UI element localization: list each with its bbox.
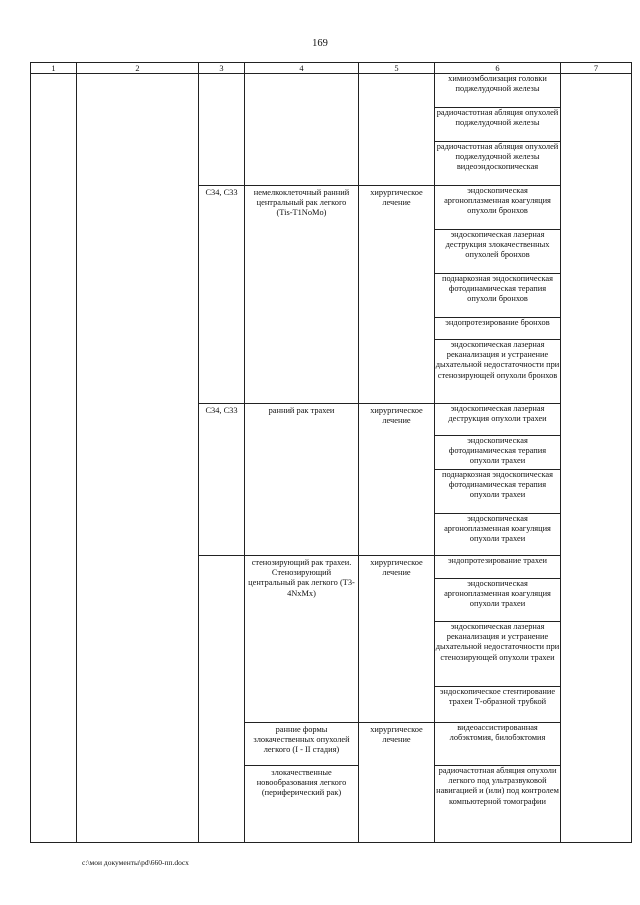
header-col-6: 6 <box>435 63 561 74</box>
col7-cell <box>561 74 632 843</box>
diagnosis-cell: стенозирующий рак трахеи. Стенозирующий центральный рак легкого (T3-4NxMx) <box>245 556 359 723</box>
method-item: эндоскопическая аргоноплазменная коагуляция опухоли трахеи <box>435 579 560 622</box>
code-cell: С34, С33 <box>199 404 245 556</box>
method-item: радиочастотная абляция опухолей поджелудочной железы видеоэндоскопическая <box>436 142 559 172</box>
method-item: химиоэмболизация головки поджелудочной железы <box>435 74 560 108</box>
method-item: видеоассистированная лобэктомия, билобэктомия <box>449 723 546 743</box>
footer-file-path: c:\мои документы\pd\660-пп.docx <box>82 858 189 867</box>
method-item: эндоскопическое стентирование трахеи Т-образной трубкой <box>439 687 556 707</box>
header-col-7: 7 <box>561 63 632 74</box>
header-col-2: 2 <box>77 63 199 74</box>
header-col-3: 3 <box>199 63 245 74</box>
method-item: эндоскопическая лазерная реканализация и устранение дыхательной недостаточности при стенозирующей опухоли трахеи <box>435 622 560 687</box>
col2-cell <box>77 74 199 843</box>
method-item: эндоскопическая лазерная реканализация и устранение дыхательной недостаточности при стенозирующей опухоли бронхов <box>435 340 560 380</box>
method-item: радиочастотная абляция опухоли легкого под ультразвуковой навигацией и (или) под контролем компьютерной томографии <box>436 766 559 806</box>
treatment-cell: хирургическое лечение <box>359 186 435 404</box>
methods-cell <box>435 186 561 404</box>
code-cell <box>199 556 245 843</box>
page-number: 169 <box>312 38 328 49</box>
methods-cell <box>435 74 561 186</box>
table-header-row <box>31 63 632 74</box>
code-cell: С34, С33 <box>199 186 245 404</box>
method-item: эндопротезирование трахеи <box>435 556 560 579</box>
method-item: поднаркозная эндоскопическая фотодинамическая терапия опухоли трахеи <box>435 470 560 514</box>
method-item: эндоскопическая аргоноплазменная коагуляция опухоли бронхов <box>435 186 560 230</box>
treatment-cell: хирургическое лечение <box>359 723 435 843</box>
diagnosis-cell: злокачественные новообразования легкого (периферический рак) <box>245 766 359 843</box>
method-item: радиочастотная абляция опухолей поджелудочной железы <box>435 108 560 142</box>
methods-cell <box>435 723 561 766</box>
method-item: поднаркозная эндоскопическая фотодинамическая терапия опухоли бронхов <box>435 274 560 318</box>
method-item: эндоскопическая фотодинамическая терапия опухоли трахеи <box>435 436 560 470</box>
method-item: эндоскопическая лазерная деструкция опухоли трахеи <box>435 404 560 436</box>
header-col-5: 5 <box>359 63 435 74</box>
diagnosis-cell: немелкоклеточный ранний центральный рак легкого (Tis-T1NoMo) <box>245 186 359 404</box>
header-col-4: 4 <box>245 63 359 74</box>
treatment-cell <box>359 74 435 186</box>
diagnosis-cell <box>245 74 359 186</box>
methods-cell <box>435 556 561 723</box>
treatment-cell: хирургическое лечение <box>359 404 435 556</box>
procedures-table <box>30 62 632 843</box>
diagnosis-cell: ранний рак трахеи <box>245 404 359 556</box>
diagnosis-cell: ранние формы злокачественных опухолей легкого (I - II стадия) <box>245 723 359 766</box>
header-col-1: 1 <box>31 63 77 74</box>
method-item: эндоскопическая аргоноплазменная коагуляция опухоли трахеи <box>444 514 551 544</box>
col1-cell <box>31 74 77 843</box>
methods-cell <box>435 766 561 843</box>
code-cell <box>199 74 245 186</box>
method-item: эндоскопическая лазерная деструкция злокачественных опухолей бронхов <box>435 230 560 274</box>
table-row <box>31 74 632 186</box>
method-item: эндопротезирование бронхов <box>435 318 560 340</box>
treatment-cell: хирургическое лечение <box>359 556 435 723</box>
methods-cell <box>435 404 561 556</box>
